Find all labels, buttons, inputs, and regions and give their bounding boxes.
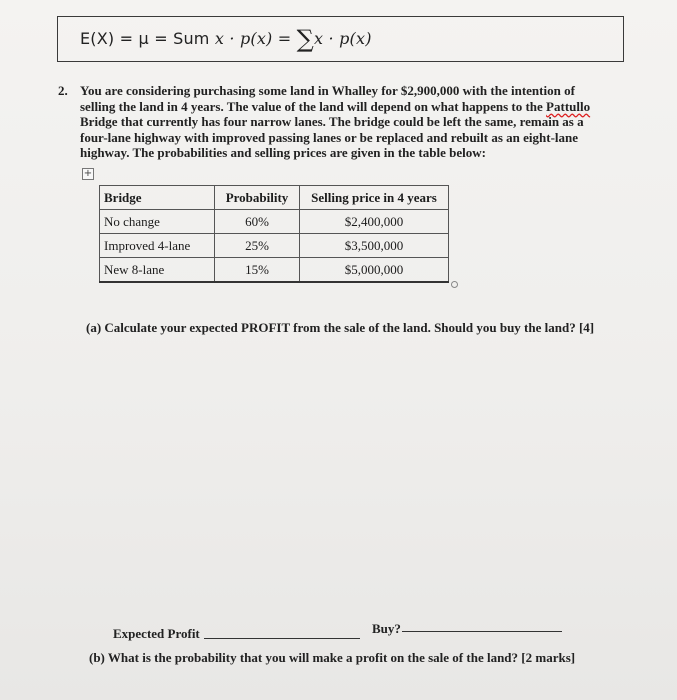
expected-value-formula (80, 25, 372, 53)
bridge-table (99, 185, 449, 283)
question-text-after: Bridge that currently has four narrow lanes. The bridge could be left the same, remain as a four-lane highway with improved passing lanes or be replaced and rebuilt as an eight-lane highway. The probabilities and selling prices are given in the table below: (80, 114, 584, 160)
buy-label: Buy? (372, 621, 401, 636)
header-probability: Probability (215, 186, 300, 210)
header-selling-price: Selling price in 4 years (300, 186, 449, 210)
header-bridge: Bridge (100, 186, 215, 210)
question-text-before: You are considering purchasing some land in Whalley for $2,900,000 with the intention of selling the land in 4 years. The value of the land will depend on what happens to the (80, 83, 575, 114)
cell-price: $5,000,000 (300, 258, 449, 283)
spellcheck-word: Pattullo (546, 98, 591, 114)
question-number: 2. (58, 83, 68, 98)
cell-price: $3,500,000 (300, 234, 449, 258)
formula-box (57, 16, 624, 62)
cell-probability: 25% (215, 234, 300, 258)
sum-symbol: ∑ (296, 25, 315, 53)
formula-rhs: x · p(x) (314, 29, 372, 48)
table-row (100, 210, 449, 234)
formula-middle: x · p(x) = (214, 29, 297, 48)
expected-profit-answer-line[interactable] (204, 638, 360, 639)
cell-bridge: New 8-lane (100, 258, 215, 283)
formula-lhs: E(X) = μ = Sum (80, 29, 215, 48)
cell-probability: 60% (215, 210, 300, 234)
table-header-row (100, 186, 449, 210)
table-row (100, 234, 449, 258)
part-b-question: (b) What is the probability that you will make a profit on the sale of the land? [2 marks] (89, 650, 576, 665)
cell-price: $2,400,000 (300, 210, 449, 234)
cell-bridge: Improved 4-lane (100, 234, 215, 258)
table-resize-handle[interactable] (451, 281, 458, 288)
cell-probability: 15% (215, 258, 300, 283)
question-text (80, 83, 600, 161)
table-row (100, 258, 449, 283)
expected-profit-label: Expected Profit (113, 626, 200, 641)
cell-bridge: No change (100, 210, 215, 234)
buy-answer-line[interactable] (402, 631, 562, 632)
table-move-handle-icon[interactable]: + (83, 168, 93, 179)
part-a-question: (a) Calculate your expected PROFIT from the sale of the land. Should you buy the land? [4] (86, 320, 595, 335)
